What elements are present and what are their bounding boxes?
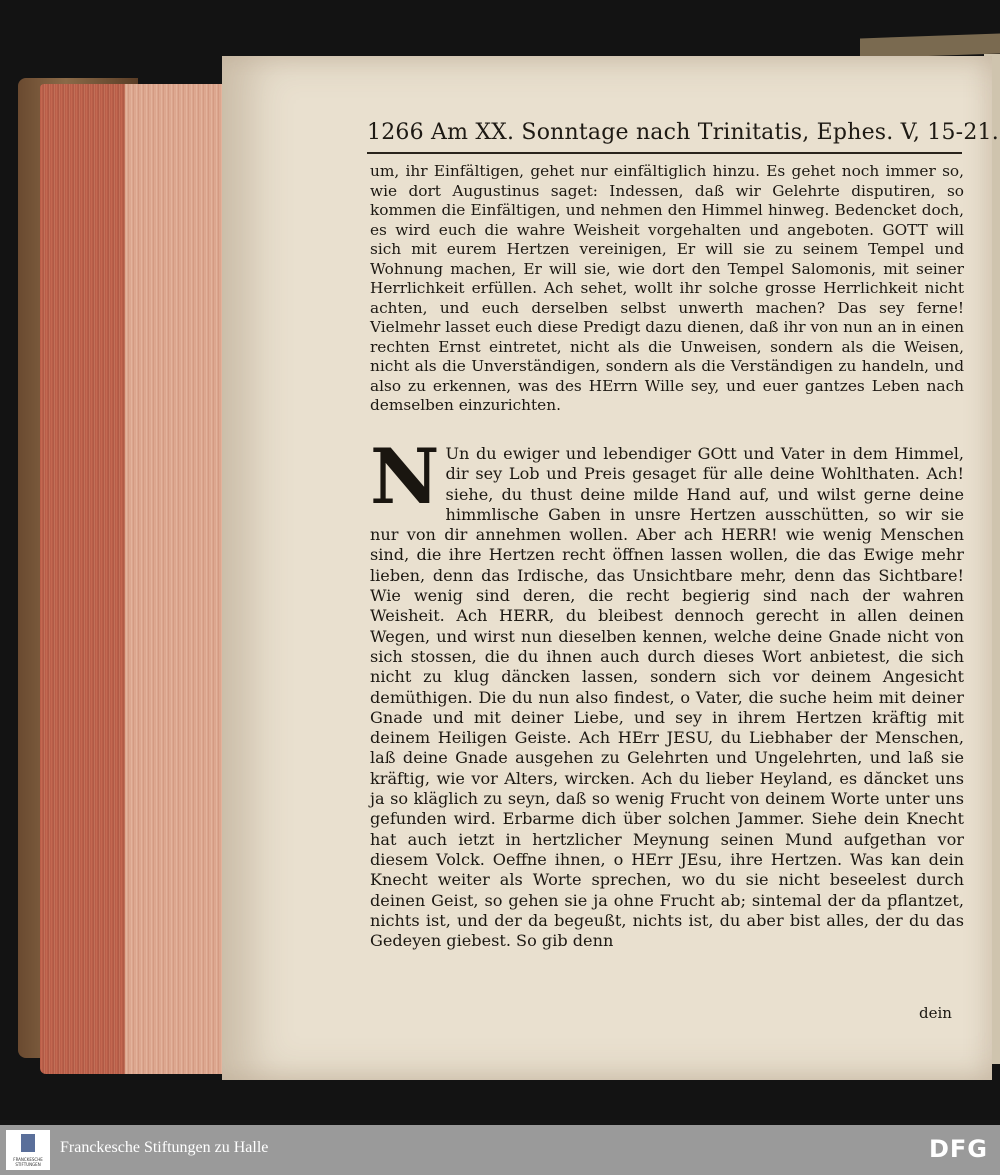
dfg-logo[interactable]: DFG bbox=[928, 1135, 988, 1163]
paragraph-1 bbox=[370, 162, 964, 416]
catchword: dein bbox=[919, 1004, 952, 1022]
book-cover-top bbox=[860, 34, 1000, 59]
institution-name[interactable]: Franckesche Stiftungen zu Halle bbox=[60, 1139, 269, 1156]
logo-caption: FRANCKESCHE STIFTUNGEN bbox=[13, 1157, 43, 1167]
header-rule bbox=[367, 152, 962, 154]
institution-logo[interactable] bbox=[6, 1130, 50, 1170]
paragraph-2-text: Un du ewiger und lebendiger GOtt und Vater in dem Himmel, dir sey Lob und Preis gesaget für alle deine Wohlthaten. Ach! siehe, du thust deine milde Hand auf, und wilst gerne deine himmlische Gaben in unsre Hertzen ausschütten, so wir sie nur von dir annehmen wollen. Aber ach HERR! wie wenig Menschen sind, die ihre Hertzen recht öffnen lassen wollen, die das Ewige mehr lieben, denn das Irdische, das Unsichtbare mehr, denn das Sichtbare! Wie wenig sind deren, die recht begierig sind nach der wahren Weisheit. Ach HERR, du bleibest dennoch gerecht in allen deinen Wegen, und wirst nun dieselben kennen, welche deine Gnade nicht von sich stossen, die du ihnen auch durch dieses Wort anbietest, die sich nicht zu klug däncken lassen, sondern sich vor deinem Angesicht demüthigen. Die du nun also findest, o Vater, die suche heim mit deiner Gnade und mit deiner Liebe, und sey in ihrem Hertzen kräftig mit deinem Heiligen Geiste. Ach HErr JESU, du Liebhaber der Menschen, laß deine Gnade ausgehen zu Gelehrten und Ungelehrten, und laß sie kräftig, wie vor Alters, wircken. Ach du lieber Heyland, es dăncket uns ja so kläglich zu seyn, daß so wenig Frucht von deinem Worte unter uns gefunden wird. Erbarme dich über solchen Jammer. Siehe dein Knecht hat auch ietzt in hertzlicher Meynung seinen Mund aufgethan vor diesem Volck. Oeffne ihnen, o HErr JEsu, ihre Hertzen. Was kan dein Knecht weiter als Worte sprechen, wo du sie nicht beseelest durch deinen Geist, so gehen sie ja ohne Frucht ab; sintemal der da pflantzet, nichts ist, und der da begeußt, nichts ist, du aber bist alles, der du das Gedeyen giebest. So gib denn bbox=[370, 444, 964, 951]
viewer-footer bbox=[0, 1125, 1000, 1175]
page-gutter bbox=[125, 84, 225, 1074]
page-edges bbox=[40, 84, 225, 1074]
paragraph-2 bbox=[370, 432, 964, 951]
logo-mark-icon bbox=[21, 1134, 35, 1152]
page-header: 1266 Am XX. Sonntage nach Trinitatis, Ephes. V, 15-21. bbox=[367, 120, 999, 145]
book-page bbox=[222, 56, 999, 1080]
drop-initial: N bbox=[370, 432, 440, 521]
paragraph-1-text: um, ihr Einfältigen, gehet nur einfältiglich hinzu. Es gehet noch immer so, wie dort Augustinus saget: Indessen, daß wir Gelehrte disputiren, so kommen die Einfältigen, und nehmen den Himmel hinweg. Bedencket doch, es wird euch die wahre Weisheit vorgehalten und angeboten. GOTT will sich mit eurem Hertzen vereinigen, Er will sie zu seinem Tempel und Wohnung machen, Er will sie, wie dort den Tempel Salomonis, mit seiner Herrlichkeit erfüllen. Ach sehet, wollt ihr solche grosse Herrlichkeit nicht achten, und euch derselben selbst unwerth machen? Das sey ferne! Vielmehr lasset euch diese Predigt dazu dienen, daß ihr von nun an in einen rechten Ernst eintretet, nicht als die Unweisen, sondern als die Weisen, nicht als die Unverständigen, sondern als die Verständigen zu handeln, und also zu erkennen, was des HErrn Wille sey, und euer gantzes Leben nach demselben einzurichten. bbox=[370, 162, 964, 414]
